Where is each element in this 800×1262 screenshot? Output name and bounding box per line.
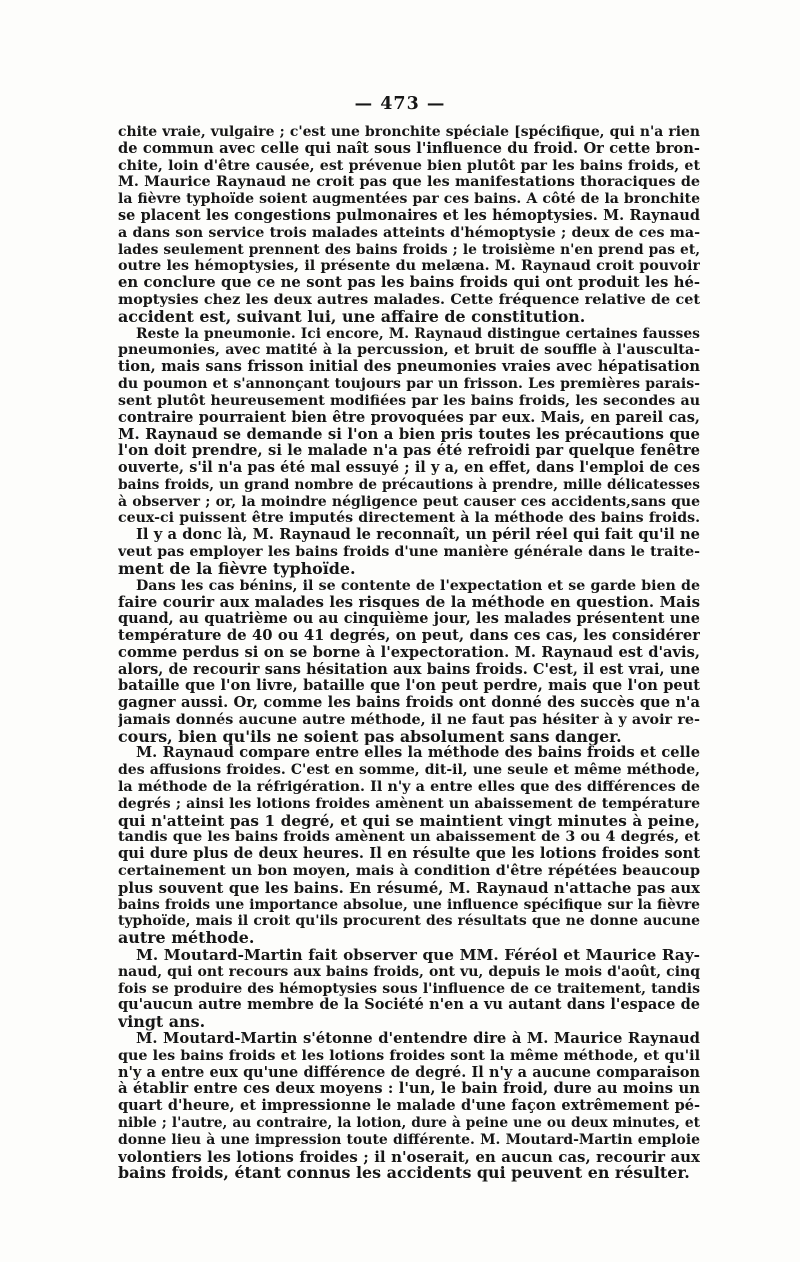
- text-line: qui dure plus de deux heures. Il en résulte que les lotions froides sont: [118, 846, 700, 863]
- text-line: que les bains froids et les lotions froides sont la même méthode, et qu'il: [118, 1047, 700, 1064]
- text-line: certainement un bon moyen, mais à condition d'être répétées beaucoup: [118, 863, 700, 880]
- text-line: M. Moutard-Martin s'étonne d'entendre dire à M. Maurice Raynaud: [136, 1031, 700, 1048]
- page-number: — 473 —: [354, 94, 446, 114]
- text-line: a dans son service trois malades atteints d'hémoptysie ; deux de ces ma-: [118, 224, 700, 241]
- text-line: chite, loin d'être causée, est prévenue bien plutôt par les bains froids, et: [118, 157, 700, 174]
- text-line: n'y a entre eux qu'une différence de degré. Il n'y a aucune comparaison: [118, 1064, 700, 1081]
- text-line: naud, qui ont recours aux bains froids, ont vu, depuis le mois d'août, cinq: [118, 963, 700, 980]
- text-line: Dans les cas bénins, il se contente de l'expectation et se garde bien de: [136, 577, 700, 594]
- text-line: lades seulement prennent des bains froids ; le troisième n'en prend pas et,: [118, 241, 700, 258]
- text-line: M. Moutard-Martin fait observer que MM. Féréol et Maurice Ray-: [136, 947, 700, 964]
- text-line: du poumon et s'annonçant toujours par un frisson. Les premières parais-: [118, 375, 700, 392]
- text-line: tandis que les bains froids amènent un abaissement de 3 ou 4 degrés, et: [118, 829, 700, 846]
- text-line: à observer ; or, la moindre négligence peut causer ces accidents,sans que: [118, 493, 700, 510]
- text-line: quand, au quatrième ou au cinquième jour, les malades présentent une: [118, 611, 700, 628]
- text-line: en conclure que ce ne sont pas les bains froids qui ont produit les hé-: [118, 275, 700, 292]
- text-line: bains froids, étant connus les accidents qui peuvent en résulter.: [118, 1165, 690, 1183]
- text-line: Reste la pneumonie. Ici encore, M. Raynaud distingue certaines fausses: [136, 325, 700, 342]
- text-line: la méthode de la réfrigération. Il n'y a entre elles que des différences de: [118, 779, 700, 796]
- text-line: M. Maurice Raynaud ne croit pas que les manifestations thoraciques de: [118, 174, 700, 191]
- text-line: accident est, suivant lui, une affaire de constitution.: [118, 308, 586, 326]
- text-line: comme perdus si on se borne à l'expectoration. M. Raynaud est d'avis,: [118, 644, 700, 661]
- text-line: M. Raynaud compare entre elles la méthode des bains froids et celle: [136, 745, 700, 762]
- text-line: qu'aucun autre membre de la Société n'en a vu autant dans l'espace de: [118, 997, 700, 1014]
- text-line: quart d'heure, et impressionne le malade d'une façon extrêmement pé-: [118, 1098, 700, 1115]
- text-line: à établir entre ces deux moyens : l'un, le bain froid, dure au moins un: [118, 1081, 700, 1098]
- text-line: M. Raynaud se demande si l'on a bien pris toutes les précautions que: [118, 426, 700, 444]
- text-line: l'on doit prendre, si le malade n'a pas été refroidi par quelque fenêtre: [118, 443, 700, 460]
- text-line: ouverte, s'il n'a pas été mal essuyé ; il y a, en effet, dans l'emploi de ces: [118, 459, 700, 476]
- text-line: nible ; l'autre, au contraire, la lotion, dure à peine une ou deux minutes, et: [118, 1115, 700, 1132]
- text-line: ceux-ci puissent être imputés directement à la méthode des bains froids.: [118, 510, 700, 527]
- text-line: se placent les congestions pulmonaires et les hémoptysies. M. Raynaud: [118, 207, 700, 224]
- text-line: chite vraie, vulgaire ; c'est une bronchite spéciale [spécifique, qui n'a rien: [118, 124, 700, 140]
- text-line: degrés ; ainsi les lotions froides amènent un abaissement de température: [118, 795, 700, 812]
- text-line: des affusions froides. C'est en somme, dit-il, une seule et même méthode,: [118, 762, 700, 779]
- text-line: jamais donnés aucune autre méthode, il ne faut pas hésiter à y avoir re-: [118, 711, 700, 728]
- text-line: bains froids une importance absolue, une influence spécifique sur la fièvre: [118, 896, 700, 913]
- text-line: volontiers les lotions froides ; il n'oserait, en aucun cas, recourir aux: [118, 1148, 700, 1166]
- text-line: bataille que l'on livre, bataille que l'on peut perdre, mais que l'on peut: [118, 678, 700, 695]
- text-line: contraire pourraient bien être provoquées par eux. Mais, en pareil cas,: [118, 409, 700, 426]
- text-line: moptysies chez les deux autres malades. Cette fréquence relative de cet: [118, 291, 700, 308]
- text-line: autre méthode.: [118, 930, 255, 948]
- text-line: gagner aussi. Or, comme les bains froids ont donné des succès que n'a: [118, 695, 700, 712]
- text-line: alors, de recourir sans hésitation aux bains froids. C'est, il est vrai, une: [118, 661, 700, 678]
- text-line: vingt ans.: [118, 1014, 206, 1032]
- text-line: température de 40 ou 41 degrés, on peut, dans ces cas, les considérer: [118, 627, 700, 644]
- text-line: Il y a donc là, M. Raynaud le reconnaît, un péril réel qui fait qu'il ne: [136, 527, 700, 544]
- text-line: donne lieu à une impression toute différente. M. Moutard-Martin emploie: [118, 1131, 700, 1148]
- text-line: de commun avec celle qui naît sous l'influence du froid. Or cette bron-: [118, 140, 700, 157]
- text-line: bains froids, un grand nombre de précautions à prendre, mille délicatesses: [118, 476, 700, 493]
- text-line: la fièvre typhoïde soient augmentées par ces bains. A côté de la bronchite: [118, 191, 700, 208]
- text-line: tion, mais sans frisson initial des pneumonies vraies avec hépatisation: [118, 359, 700, 376]
- text-line: outre les hémoptysies, il présente du melæna. M. Raynaud croit pouvoir: [118, 258, 700, 275]
- text-line: qui n'atteint pas 1 degré, et qui se maintient vingt minutes à peine,: [118, 812, 700, 830]
- text-line: sent plutôt heureusement modifiées par les bains froids, les secondes au: [118, 392, 700, 409]
- body-text: [118, 124, 700, 1182]
- text-line: plus souvent que les bains. En résumé, M. Raynaud n'attache pas aux: [118, 879, 700, 897]
- text-line: faire courir aux malades les risques de la méthode en question. Mais: [118, 594, 700, 612]
- text-line: typhoïde, mais il croit qu'ils procurent des résultats que ne donne aucune: [118, 913, 700, 930]
- text-line: pneumonies, avec matité à la percussion, et bruit de souffle à l'ausculta-: [118, 342, 700, 359]
- text-line: ment de la fièvre typhoïde.: [118, 560, 356, 578]
- text-line: veut pas employer les bains froids d'une manière générale dans le traite-: [118, 543, 700, 560]
- text-line: cours, bien qu'ils ne soient pas absolument sans danger.: [118, 728, 622, 746]
- text-line: fois se produire des hémoptysies sous l'influence de ce traitement, tandis: [118, 980, 700, 997]
